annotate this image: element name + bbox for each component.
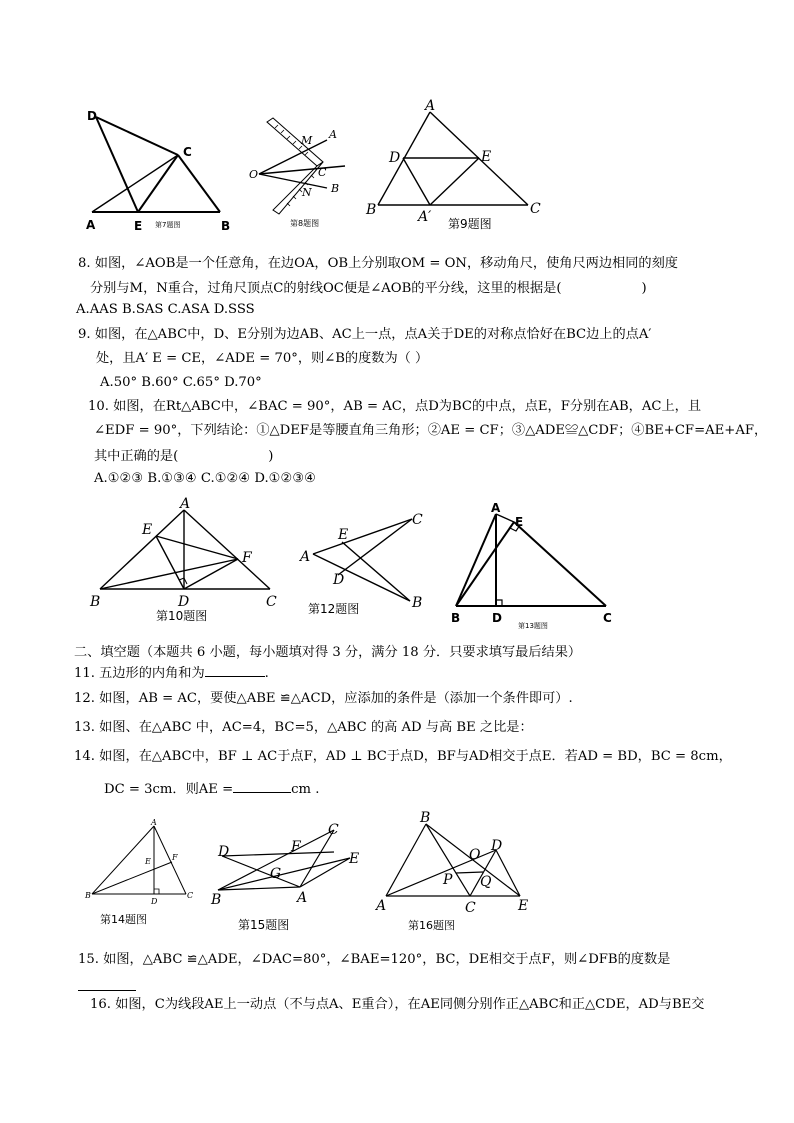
label-a: A [297,890,308,906]
label-d: D [87,109,97,123]
q8-paren-close: ) [641,281,647,296]
label-d: D [151,897,158,906]
label-m: M [301,134,313,147]
label-c: C [328,822,339,838]
label-n: N [302,186,312,199]
label-e: E [134,219,143,233]
label-p: P [443,872,453,888]
label-a: A [300,549,311,565]
label-q: Q [480,874,492,890]
caption-fig8: 第8题图 [290,219,320,228]
q10-line2: ∠EDF = 90°，下列结论：①△DEF是等腰直角三角形；②AE = CF；③△ADE≌△CDF；④BE+CF=AE+AF， [94,423,768,438]
figure-10 [86,496,286,626]
q8-options: A.AAS B.SAS C.ASA D.SSS [76,302,255,317]
label-b: B [420,810,431,826]
q11 [74,662,269,683]
q10-options: A.①②③ B.①③④ C.①②④ D.①②③④ [94,471,316,486]
caption-fig15: 第15题图 [238,918,290,932]
label-f: F [172,853,178,862]
q14-text: DC = 3cm．则AE = [104,782,234,797]
label-o: O [469,847,481,863]
caption-fig14: 第14题图 [100,913,147,926]
label-d: D [491,838,503,854]
label-a-prime: A′ [418,209,432,225]
section-2-heading: 二、填空题（本题共 6 小题，每小题填对得 3 分，满分 18 分．只要求填写最后结果） [74,645,582,660]
figure-14 [84,818,204,930]
figure-16 [374,806,534,936]
q10-answer-blank[interactable] [178,446,268,460]
label-o: O [249,168,259,181]
label-f: F [291,839,301,855]
label-f: F [242,550,252,566]
q14-line2 [104,778,319,799]
q8-text: 分别与M，N重合，过角尺顶点C的射线OC便是∠AOB的平分线，这里的根据是( [90,281,562,296]
label-a: A [329,128,337,141]
label-e: E [338,527,349,543]
q15-line1: 15. 如图，△ABC ≌△ADE，∠DAC=80°，∠BAE=120°，BC，DE相交于点F，则∠DFB的度数是 [78,952,671,967]
label-a: A [151,818,157,827]
label-e: E [349,851,360,867]
q13: 13. 如图、在△ABC 中，AC=4，BC=5，△ABC 的高 AD 与高 BE 之比是： [74,720,533,735]
q9-line1: 9. 如图，在△ABC中，D、E分别为边AB、AC上一点，点A关于DE的对称点恰好在BC边上的点A′ [78,327,652,342]
label-e: E [145,857,151,866]
label-b: B [331,182,340,195]
caption-fig12: 第12题图 [308,602,360,616]
caption-fig13: 第13题图 [518,622,548,630]
label-c: C [603,611,612,625]
label-b: B [451,611,461,625]
caption-fig7: 第7题图 [155,221,181,229]
label-b: B [221,219,231,233]
label-a: A [425,98,436,114]
label-e: E [481,149,492,165]
caption-fig16: 第16题图 [408,919,455,932]
figure-15 [210,820,370,936]
q11-text: 11. 五边形的内角和为 [74,666,205,681]
label-c: C [318,166,327,179]
label-e: E [515,515,524,529]
q8-line2 [90,278,647,298]
q15-answer-blank[interactable] [78,976,136,991]
q11-end: . [264,666,269,681]
label-g: G [270,866,282,882]
q14-unit: cm . [291,782,320,797]
label-c: C [465,900,476,916]
label-c: C [530,201,541,217]
label-b: B [85,891,91,900]
label-b: B [412,595,423,611]
q11-answer-blank[interactable] [205,662,265,677]
figure-9 [362,98,552,236]
label-a: A [491,501,501,515]
q14-line1: 14. 如图，在△ABC中，BF ⊥ AC于点F，AD ⊥ BC于点D，BF与AD相交于点E．若AD = BD，BC = 8cm， [74,749,732,764]
label-e: E [142,522,153,538]
q9-options: A.50° B.60° C.65° D.70° [100,375,262,390]
label-c: C [187,891,194,900]
q10-text: 其中正确的是( [94,449,179,464]
q10-paren-close: ) [268,449,274,464]
label-c: C [412,512,423,528]
label-c: C [266,594,277,610]
label-a: A [86,218,96,232]
figure-7 [82,105,242,233]
q12: 12. 如图，AB = AC，要使△ABE ≌△ACD，应添加的条件是（添加一个条件即可）. [74,691,573,706]
q15-line2 [78,976,136,997]
label-d: D [178,594,190,610]
label-b: B [366,202,377,218]
figure-12 [296,506,436,622]
q8-line1: 8. 如图，∠AOB是一个任意角，在边OA，OB上分别取OM = ON，移动角尺，使角尺两边相同的刻度 [78,256,678,271]
label-a: A [376,898,387,914]
q9-line2: 处，且A′ E = CE，∠ADE = 70°，则∠B的度数为（ ） [96,351,429,366]
q16-line1: 16. 如图，C为线段AE上一动点（不与点A、E重合），在AE同侧分别作正△ABC和正△CDE，AD与BE交 [90,997,705,1012]
figure-8 [245,112,355,234]
label-b: B [90,594,101,610]
label-d: D [333,572,345,588]
figure-13 [448,498,618,632]
label-d: D [218,844,230,860]
label-a: A [180,496,191,512]
q14-answer-blank[interactable] [233,778,291,793]
label-c: C [183,145,192,159]
label-e: E [518,898,529,914]
q10-line1: 10. 如图，在Rt△ABC中，∠BAC = 90°，AB = AC，点D为BC的中点，点E，F分别在AB，AC上，且 [88,399,702,414]
label-d: D [389,150,401,166]
caption-fig9: 第9题图 [448,217,492,231]
label-b: B [211,892,222,908]
label-d: D [492,611,502,625]
q10-line3 [94,446,273,466]
caption-fig10: 第10题图 [156,609,208,623]
q8-answer-blank[interactable] [562,278,642,292]
